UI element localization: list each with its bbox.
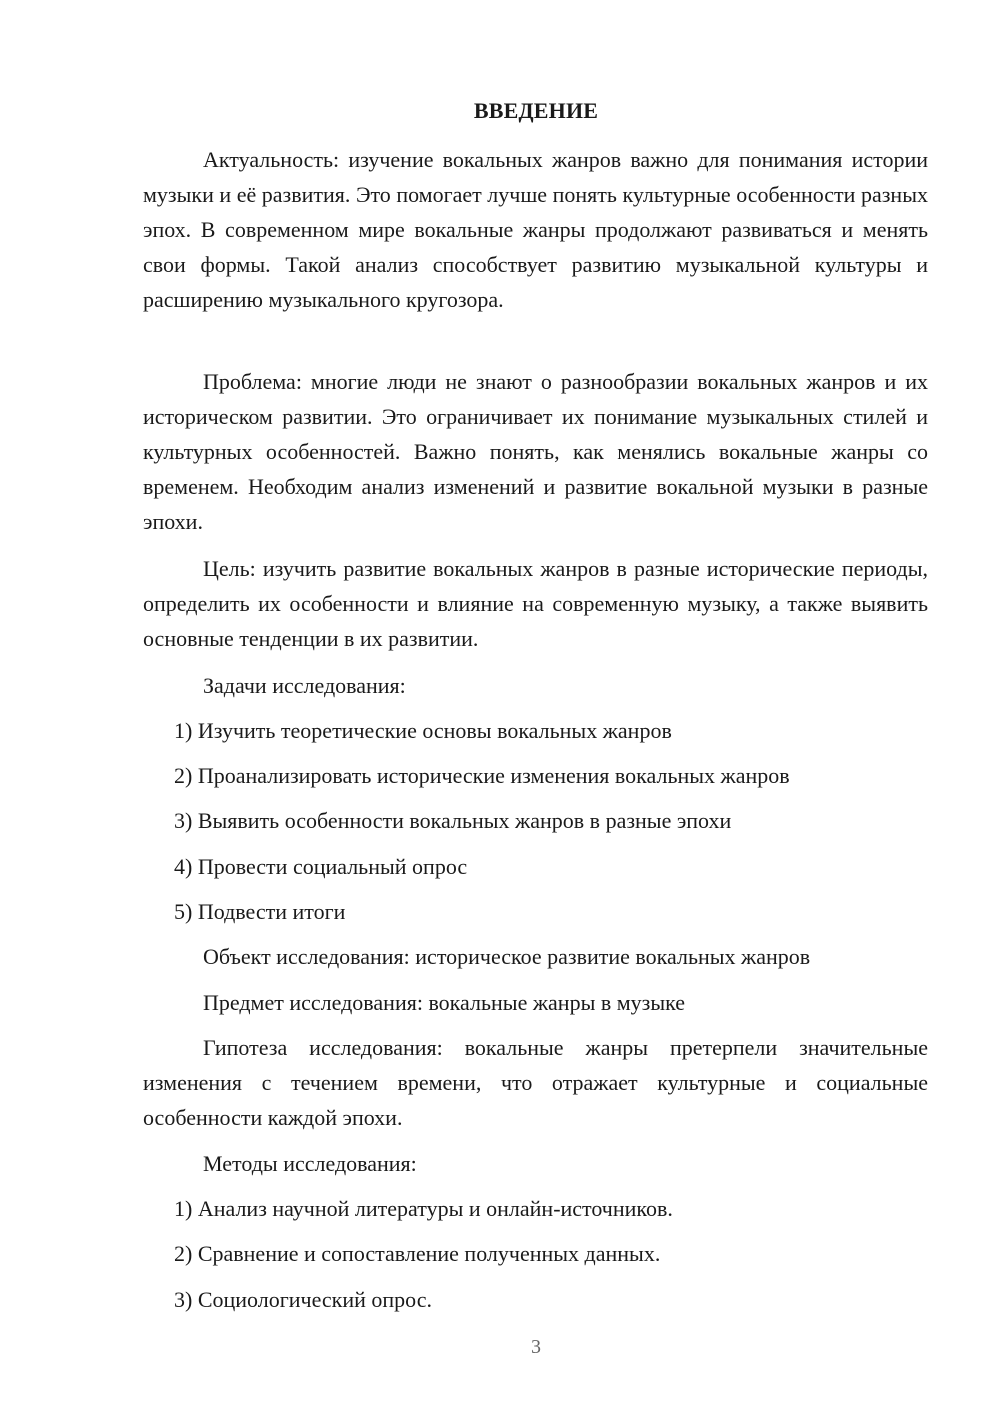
problem-paragraph-block [143,364,928,539]
hypothesis-paragraph-block [143,1030,928,1135]
tasks-title: Задачи исследования: [203,673,406,698]
method-item-3: 3) Социологический опрос. [174,1287,432,1312]
relevance-paragraph: Актуальность: изучение вокальных жанров важно для понимания истории музыки и её развития. Это помогает лучше понять культурные особенности разных эпох. В современном мире вокальные жанры продолжают развиваться и менять свои формы. Такой анализ способствует развитию музыкальной культуры и расширению музыкального кругозора. [143,147,928,312]
goal-paragraph: Цель: изучить развитие вокальных жанров в разные исторические периоды, определить их особенности и влияние на современную музыку, а также выявить основные тенденции в их развитии. [143,556,928,651]
section-heading: ВВЕДЕНИЕ [473,98,599,123]
method-item-1: 1) Анализ научной литературы и онлайн-источников. [174,1196,673,1221]
goal-paragraph-block [143,551,928,656]
relevance-paragraph-block [143,142,928,317]
task-item-3: 3) Выявить особенности вокальных жанров в разные эпохи [174,808,732,833]
research-object: Объект исследования: историческое развитие вокальных жанров [203,944,811,969]
problem-paragraph: Проблема: многие люди не знают о разнообразии вокальных жанров и их историческом развитии. Это ограничивает их понимание музыкальных стилей и культурных особенностей. Важно понять, как менялись вокальные жанры со временем. Необходим анализ изменений и развитие вокальной музыки в разные эпохи. [143,369,928,534]
hypothesis-paragraph: Гипотеза исследования: вокальные жанры претерпели значительные изменения с течением времени, что отражает культурные и социальные особенности каждой эпохи. [143,1035,928,1130]
method-item-2: 2) Сравнение и сопоставление полученных данных. [174,1241,661,1266]
task-item-2: 2) Проанализировать исторические изменения вокальных жанров [174,763,790,788]
research-subject: Предмет исследования: вокальные жанры в музыке [203,990,686,1015]
task-item-5: 5) Подвести итоги [174,899,346,924]
task-item-1: 1) Изучить теоретические основы вокальных жанров [174,718,672,743]
task-item-4: 4) Провести социальный опрос [174,854,468,879]
methods-title: Методы исследования: [203,1151,417,1176]
page-number: 3 [531,1336,541,1358]
